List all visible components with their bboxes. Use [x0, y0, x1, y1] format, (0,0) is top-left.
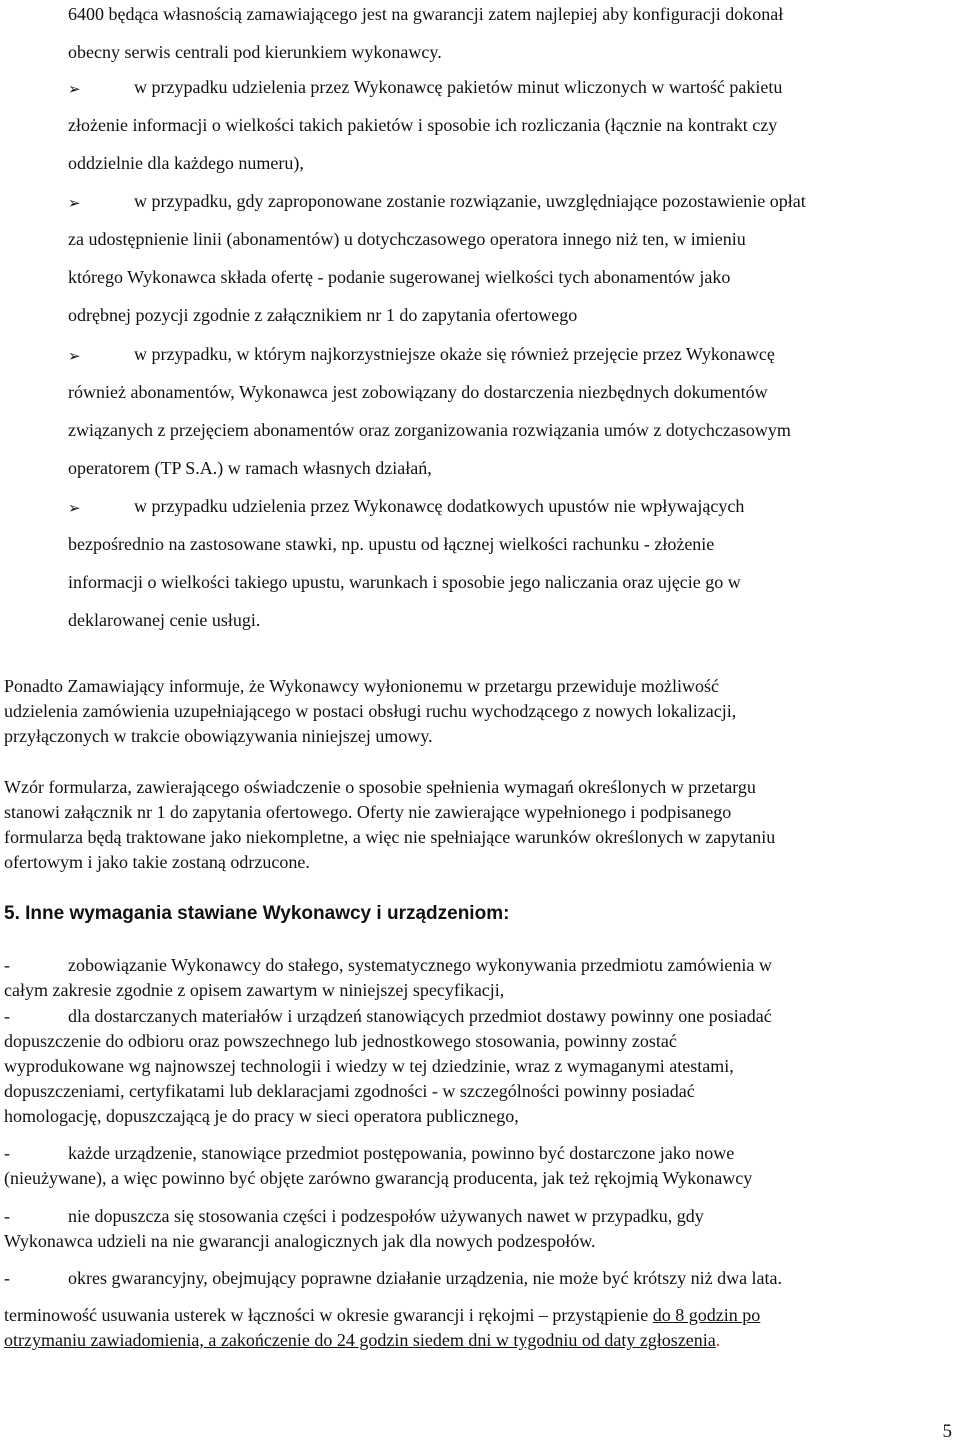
underlined-deadline: do 8 godzin po — [652, 1305, 761, 1325]
list-item-text: całym zakresie zgodnie z opisem zawartym w niniejszej specyfikacji, — [4, 980, 505, 1000]
bullet-item-text: w przypadku, w którym najkorzystniejsze okaże się również przejęcie przez Wykonawcę — [134, 344, 775, 364]
list-item-text: nie dopuszcza się stosowania części i podzespołów używanych nawet w przypadku, gdy — [68, 1206, 704, 1226]
list-dash: - — [4, 1268, 10, 1288]
bullet-item-text: w przypadku udzielenia przez Wykonawcę dodatkowych upustów nie wpływających — [134, 496, 745, 516]
text-line: informacji o wielkości takiego upustu, warunkach i sposobie jego naliczania oraz ujęcie go w — [68, 572, 741, 592]
list-item-text: każde urządzenie, stanowiące przedmiot postępowania, powinno być dostarczone jako nowe — [68, 1143, 735, 1163]
list-item-text: wyprodukowane wg najnowszej technologii i wiedzy w tej dziedzinie, wraz z wymaganymi atestami, — [4, 1056, 734, 1076]
list-item-text: homologację, dopuszczającą je do pracy w sieci operatora publicznego, — [4, 1106, 519, 1126]
arrow-bullet-icon: ➢ — [68, 499, 81, 517]
red-period: . — [715, 1330, 721, 1350]
list-item-text: okres gwarancyjny, obejmujący poprawne działanie urządzenia, nie może być krótszy niż dwa lata. — [68, 1268, 783, 1288]
list-item-text: dopuszczeniami, certyfikatami lub deklaracjami zgodności - w szczególności powinny posiadać — [4, 1081, 695, 1101]
text-line: związanych z przejęciem abonamentów oraz zorganizowania rozwiązania umów z dotychczasowym — [68, 420, 791, 440]
list-item-text: dla dostarczanych materiałów i urządzeń stanowiących przedmiot dostawy powinny one posiadać — [68, 1006, 772, 1026]
bullet-item-text: w przypadku, gdy zaproponowane zostanie rozwiązanie, uwzględniające pozostawienie opłat — [134, 191, 806, 211]
arrow-bullet-icon: ➢ — [68, 347, 81, 365]
paragraph-line: udzielenia zamówienia uzupełniającego w postaci obsługi ruchu wychodzącego z nowych lokalizacji, — [4, 701, 737, 721]
text-line: deklarowanej cenie usługi. — [68, 610, 261, 630]
list-dash: - — [4, 1206, 10, 1226]
paragraph-line: stanowi załącznik nr 1 do zapytania ofertowego. Oferty nie zawierające wypełnionego i podpisanego — [4, 802, 732, 822]
text-line: oddzielnie dla każdego numeru), — [68, 153, 304, 173]
list-dash: - — [4, 955, 10, 975]
text-line: obecny serwis centrali pod kierunkiem wykonawcy. — [68, 42, 442, 62]
paragraph-line: formularza będą traktowane jako niekompletne, a więc nie spełniające warunków określonych w zapytaniu — [4, 827, 776, 847]
closing-text: terminowość usuwania usterek w łączności w okresie gwarancji i rękojmi – przystąpienie — [4, 1305, 653, 1325]
list-dash: - — [4, 1006, 10, 1026]
list-dash: - — [4, 1143, 10, 1163]
paragraph-line: przyłączonych w trakcie obowiązywania niniejszej umowy. — [4, 726, 433, 746]
list-item-text: dopuszczenie do odbioru oraz powszechnego lub jednostkowego stosowania, powinny zostać — [4, 1031, 677, 1051]
list-item-text: (nieużywane), a więc powinno być objęte zarówno gwarancją producenta, jak też rękojmią Wykonawcy — [4, 1168, 753, 1188]
arrow-bullet-icon: ➢ — [68, 80, 81, 98]
text-line: operatorem (TP S.A.) w ramach własnych działań, — [68, 458, 432, 478]
closing-paragraph-line — [4, 1330, 720, 1351]
text-line: złożenie informacji o wielkości takich pakietów i sposobie ich rozliczania (łącznie na kontrakt czy — [68, 115, 778, 135]
text-line: bezpośrednio na zastosowane stawki, np. upustu od łącznej wielkości rachunku - złożenie — [68, 534, 715, 554]
page-number: 5 — [942, 1421, 952, 1442]
bullet-item-text: w przypadku udzielenia przez Wykonawcę pakietów minut wliczonych w wartość pakietu — [134, 77, 783, 97]
text-line: za udostępnienie linii (abonamentów) u dotychczasowego operatora innego niż ten, w imieniu — [68, 229, 746, 249]
paragraph-line: Ponadto Zamawiający informuje, że Wykonawcy wyłonionemu w przetargu przewiduje możliwość — [4, 676, 720, 696]
text-line: 6400 będąca własnością zamawiającego jest na gwarancji zatem najlepiej aby konfiguracji dokonał — [68, 4, 784, 24]
text-line: którego Wykonawca składa ofertę - podanie sugerowanej wielkości tych abonamentów jako — [68, 267, 731, 287]
closing-paragraph-line — [4, 1305, 760, 1326]
list-item-text: zobowiązanie Wykonawcy do stałego, systematycznego wykonywania przedmiotu zamówienia w — [68, 955, 772, 975]
paragraph-line: ofertowym i jako takie zostaną odrzucone. — [4, 852, 310, 872]
arrow-bullet-icon: ➢ — [68, 194, 81, 212]
text-line: również abonamentów, Wykonawca jest zobowiązany do dostarczenia niezbędnych dokumentów — [68, 382, 768, 402]
section-heading: 5. Inne wymagania stawiane Wykonawcy i urządzeniom: — [4, 903, 510, 924]
paragraph-line: Wzór formularza, zawierającego oświadczenie o sposobie spełnienia wymagań określonych w przetargu — [4, 777, 756, 797]
underlined-deadline: otrzymaniu zawiadomienia, a zakończenie do 24 godzin siedem dni w tygodniu od daty zgłoszenia — [4, 1330, 716, 1350]
list-item-text: Wykonawca udzieli na nie gwarancji analogicznych jak dla nowych podzespołów. — [4, 1231, 596, 1251]
text-line: odrębnej pozycji zgodnie z załącznikiem nr 1 do zapytania ofertowego — [68, 305, 578, 325]
